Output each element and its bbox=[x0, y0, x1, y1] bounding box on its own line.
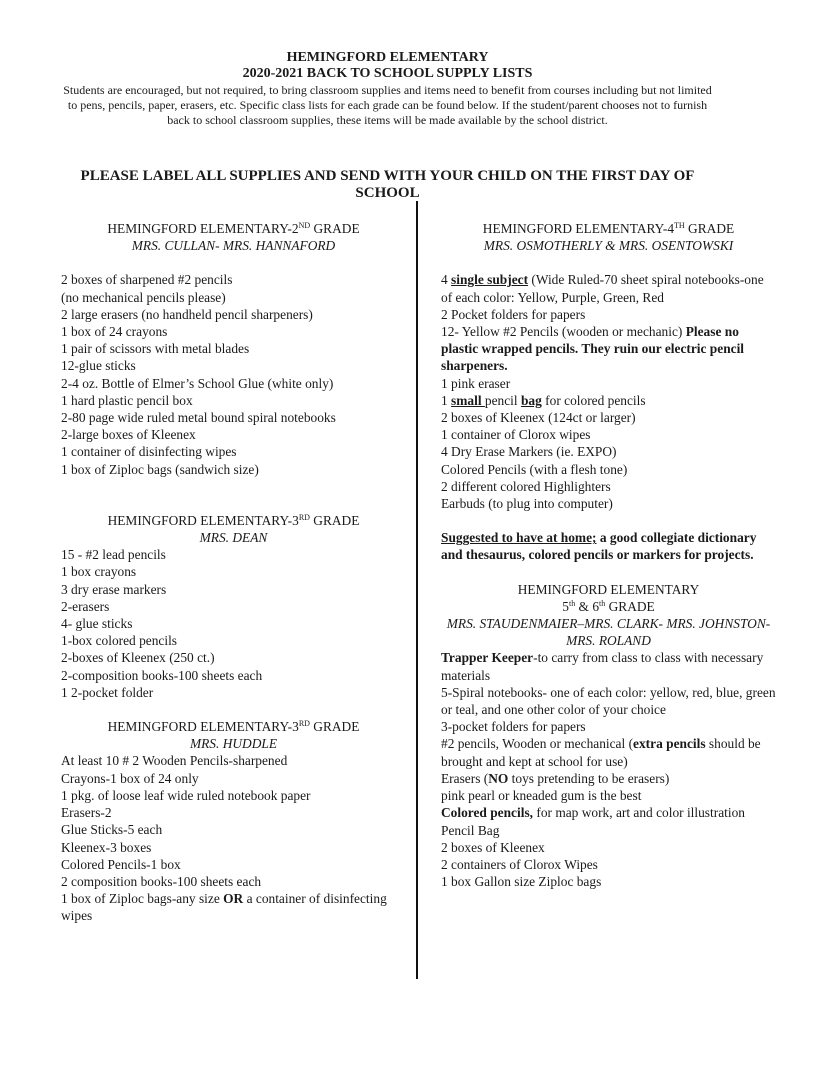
list-item bbox=[441, 770, 776, 787]
list-item: At least 10 # 2 Wooden Pencils-sharpened bbox=[61, 753, 288, 769]
list-title: 2020-2021 BACK TO SCHOOL SUPPLY LISTS bbox=[242, 66, 533, 81]
grade3-huddle-title-sup: RD bbox=[298, 719, 310, 729]
list-item: 1 box of Ziploc bags (sandwich size) bbox=[61, 461, 259, 477]
list-item: 2 Pocket folders for papers bbox=[441, 306, 586, 322]
pencil-text: pencil bbox=[484, 392, 521, 408]
list-item: 1 box crayons bbox=[61, 564, 137, 580]
grade2-heading bbox=[61, 220, 406, 254]
list-item: 2-80 page wide ruled metal bound spiral notebooks bbox=[61, 410, 336, 426]
pencils-warning: Please no plastic wrapped pencils. They ruin our electric pencil sharpeners. bbox=[441, 324, 745, 374]
grade4-list bbox=[441, 271, 776, 512]
pencils-note: should be brought and kept at school for use) bbox=[441, 736, 761, 769]
label-notice: PLEASE LABEL ALL SUPPLIES AND SEND WITH YOUR CHILD ON THE FIRST DAY OF SCHOOL bbox=[80, 168, 695, 201]
or-text: OR bbox=[223, 891, 244, 907]
list-item: 2-large boxes of Kleenex bbox=[61, 427, 196, 443]
grade4-title-grade: GRADE bbox=[684, 221, 735, 236]
list-item: 2 boxes of Kleenex (124ct or larger) bbox=[441, 410, 636, 426]
list-item: 2-4 oz. Bottle of Elmer’s School Glue (white only) bbox=[61, 375, 334, 391]
list-item bbox=[441, 323, 776, 375]
grade6-number: & 6 bbox=[575, 598, 600, 614]
list-item: Pencil Bag bbox=[441, 822, 500, 838]
list-item: 1 pair of scissors with metal blades bbox=[61, 341, 250, 357]
grade3-dean-title bbox=[61, 512, 406, 529]
notebook-count: 4 bbox=[441, 272, 452, 288]
list-item: Colored Pencils (with a flesh tone) bbox=[441, 461, 628, 477]
grade56-teachers: MRS. STAUDENMAIER–MRS. CLARK- MRS. JOHNSTON-MRS. ROLAND bbox=[446, 616, 771, 649]
list-item: 2 composition books-100 sheets each bbox=[61, 873, 262, 889]
list-item: 1 box Gallon size Ziploc bags bbox=[441, 874, 602, 890]
grade2-title bbox=[61, 220, 406, 237]
bag-purpose-text: for colored pencils bbox=[541, 392, 646, 408]
list-item: 1-box colored pencils bbox=[61, 633, 178, 649]
erasers-text: Erasers ( bbox=[441, 770, 489, 786]
list-item: 1 container of Clorox wipes bbox=[441, 427, 591, 443]
list-item: 2-composition books-100 sheets each bbox=[61, 667, 263, 683]
small-text: small bbox=[451, 392, 485, 408]
single-subject-text: single subject bbox=[451, 272, 529, 288]
grade3-huddle-heading bbox=[61, 718, 406, 752]
wipes-text: a container of disinfecting wipes bbox=[61, 891, 387, 924]
list-item: Colored Pencils-1 box bbox=[61, 856, 181, 872]
list-item bbox=[441, 804, 776, 821]
grade3-dean-heading bbox=[61, 512, 406, 546]
grade3-dean-title-sup: RD bbox=[298, 512, 310, 522]
grade56-list bbox=[441, 649, 776, 890]
grade-word: GRADE bbox=[605, 598, 655, 614]
list-item: 1 pkg. of loose leaf wide ruled notebook paper bbox=[61, 787, 311, 803]
list-item: 1 box of 24 crayons bbox=[61, 324, 168, 340]
list-item: 3 dry erase markers bbox=[61, 581, 167, 597]
bag-count: 1 bbox=[441, 392, 452, 408]
list-item bbox=[61, 890, 406, 924]
grade5-sup: th bbox=[568, 598, 576, 608]
grade56-school: HEMINGFORD ELEMENTARY bbox=[517, 581, 700, 597]
trapper-keeper-text: Trapper Keeper bbox=[441, 650, 534, 666]
grade3-dean-title-grade: GRADE bbox=[309, 512, 360, 528]
list-item: Glue Sticks-5 each bbox=[61, 822, 163, 838]
list-item bbox=[441, 392, 776, 409]
pencils-text: #2 pencils, Wooden or mechanical ( bbox=[441, 736, 634, 752]
school-title: HEMINGFORD ELEMENTARY bbox=[286, 50, 489, 65]
colored-pencils-note: for map work, art and color illustration bbox=[533, 805, 745, 821]
grade3-dean-title-text: HEMINGFORD ELEMENTARY-3 bbox=[107, 512, 299, 528]
grade4-heading bbox=[441, 220, 776, 254]
grade2-list bbox=[61, 271, 406, 477]
list-item: 2 boxes of Kleenex bbox=[441, 839, 545, 855]
list-item: 1 2-pocket folder bbox=[61, 684, 154, 700]
grade4-title-sup: TH bbox=[674, 221, 685, 230]
list-item: 2-boxes of Kleenex (250 ct.) bbox=[61, 650, 215, 666]
colored-pencils-text: Colored pencils, bbox=[441, 805, 534, 821]
grade4-title-text: HEMINGFORD ELEMENTARY-4 bbox=[482, 221, 675, 236]
column-divider bbox=[416, 201, 418, 979]
list-item: 1 hard plastic pencil box bbox=[61, 392, 193, 408]
grade5-number: 5 bbox=[562, 598, 569, 614]
list-item: 2 boxes of sharpened #2 pencils bbox=[61, 272, 233, 288]
grade3-dean-teacher: MRS. DEAN bbox=[199, 530, 268, 546]
list-item: 4- glue sticks bbox=[61, 616, 133, 632]
list-item: pink pearl or kneaded gum is the best bbox=[441, 788, 642, 804]
list-item: 4 Dry Erase Markers (ie. EXPO) bbox=[441, 444, 617, 460]
grade2-title-grade: GRADE bbox=[310, 221, 360, 236]
grade3-dean-list bbox=[61, 546, 406, 701]
list-item: 3-pocket folders for papers bbox=[441, 719, 586, 735]
left-column bbox=[61, 220, 406, 925]
grade3-huddle-title-text: HEMINGFORD ELEMENTARY-3 bbox=[107, 719, 299, 735]
list-item: Crayons-1 box of 24 only bbox=[61, 770, 199, 786]
home-suggestion bbox=[441, 529, 776, 563]
grade3-huddle-list bbox=[61, 752, 406, 924]
trapper-keeper-desc: -to carry from class to class with necessary materials bbox=[441, 650, 764, 683]
home-suggestion-label: Suggested to have at home; bbox=[441, 530, 597, 546]
list-item: 12-glue sticks bbox=[61, 358, 136, 374]
grade56-grade bbox=[441, 598, 776, 615]
grade3-huddle-title-grade: GRADE bbox=[309, 719, 360, 735]
list-item: 5-Spiral notebooks- one of each color: yellow, red, blue, green or teal, and one other color of your choice bbox=[441, 684, 776, 718]
erasers-note: toys pretending to be erasers) bbox=[508, 770, 670, 786]
list-item bbox=[441, 271, 776, 305]
header bbox=[60, 50, 715, 128]
grade3-huddle-teacher: MRS. HUDDLE bbox=[189, 736, 278, 752]
list-item: 2 containers of Clorox Wipes bbox=[441, 856, 598, 872]
bag-text: bag bbox=[520, 392, 542, 408]
pencils-text: 12- Yellow #2 Pencils (wooden or mechanic) bbox=[441, 324, 686, 340]
intro-paragraph: Students are encouraged, but not required, to bring classroom supplies and items need to benefit from courses including but not limited to pens, pencils, paper, erasers, etc. Specific class lists for each grade can be found below. If the student/parent chooses not to furnish back to school classroom supplies, these items will be made available by the school district. bbox=[63, 83, 712, 127]
list-item: (no mechanical pencils please) bbox=[61, 289, 226, 305]
list-item: Erasers-2 bbox=[61, 805, 112, 821]
no-text: NO bbox=[488, 770, 509, 786]
list-item: 2-erasers bbox=[61, 598, 110, 614]
ziploc-text: 1 box of Ziploc bags-any size bbox=[61, 891, 224, 907]
extra-pencils-text: extra pencils bbox=[633, 736, 706, 752]
grade3-huddle-title bbox=[61, 718, 406, 735]
list-item bbox=[441, 649, 776, 683]
grade2-teachers: MRS. CULLAN- MRS. HANNAFORD bbox=[131, 238, 336, 254]
list-item: Kleenex-3 boxes bbox=[61, 839, 152, 855]
list-item: 2 different colored Highlighters bbox=[441, 478, 611, 494]
list-item: 15 - #2 lead pencils bbox=[61, 547, 166, 563]
grade4-title bbox=[441, 220, 776, 237]
list-item bbox=[441, 735, 776, 769]
list-item: 1 container of disinfecting wipes bbox=[61, 444, 237, 460]
grade2-title-text: HEMINGFORD ELEMENTARY-2 bbox=[107, 221, 299, 236]
home-suggestion-text: a good collegiate dictionary and thesaurus, colored pencils or markers for projects. bbox=[441, 530, 757, 563]
right-column bbox=[441, 220, 776, 890]
grade6-sup: th bbox=[599, 598, 606, 608]
list-item: Earbuds (to plug into computer) bbox=[441, 496, 613, 512]
notebook-text: (Wide Ruled-70 sheet spiral notebooks-one of each color: Yellow, Purple, Green, Red bbox=[441, 272, 764, 305]
list-item: 1 pink eraser bbox=[441, 375, 511, 391]
grade4-teachers: MRS. OSMOTHERLY & MRS. OSENTOWSKI bbox=[483, 238, 734, 254]
grade56-heading bbox=[441, 581, 776, 650]
list-item: 2 large erasers (no handheld pencil sharpeners) bbox=[61, 306, 313, 322]
grade2-title-sup: ND bbox=[298, 221, 311, 230]
